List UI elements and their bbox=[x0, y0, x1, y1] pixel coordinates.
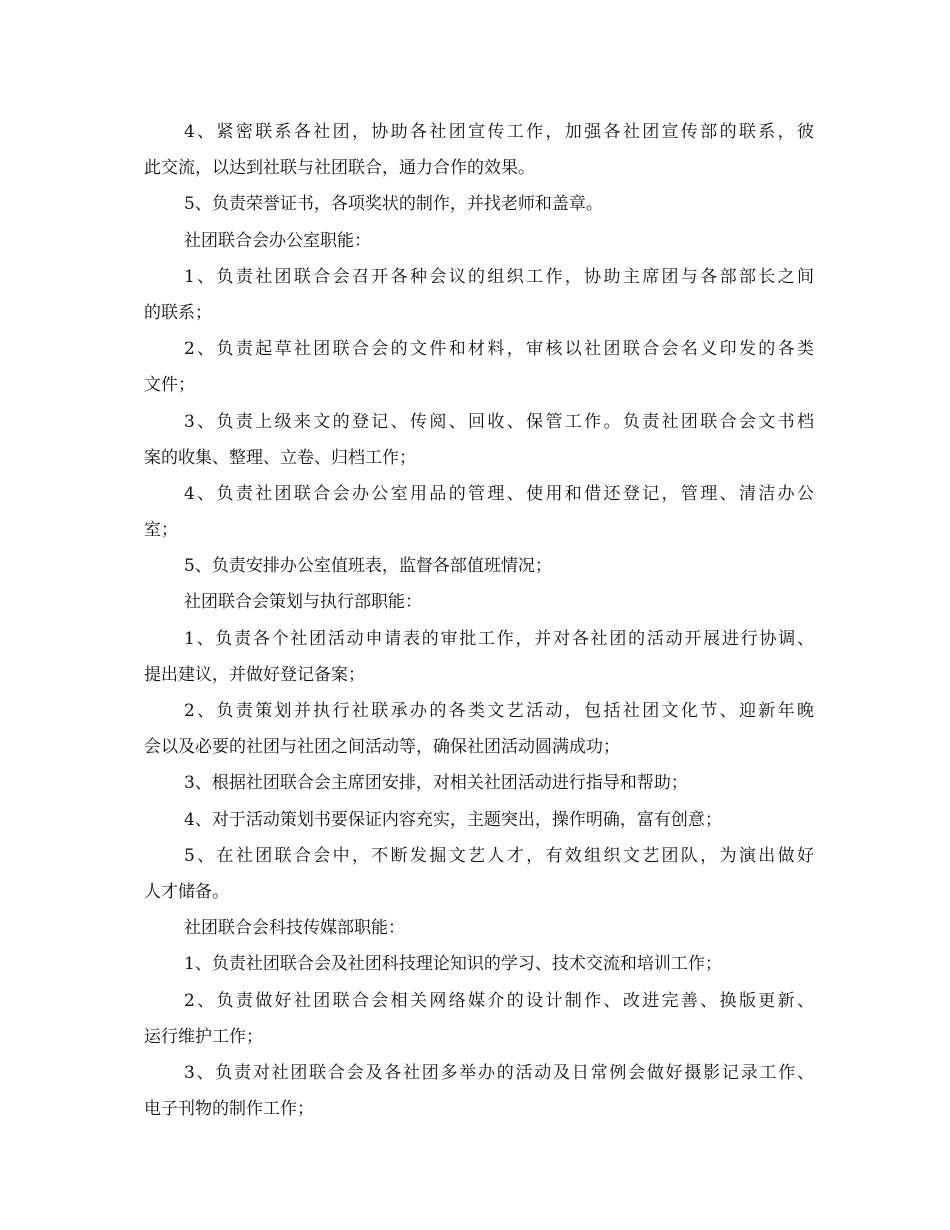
text-line: 5、在社团联合会中，不断发掘文艺人才，有效组织文艺团队，为演出做好 bbox=[184, 845, 814, 866]
text-line: 2、负责策划并执行社联承办的各类文艺活动，包括社团文化节、迎新年晚 bbox=[184, 701, 814, 721]
text-line: 运行维护工作； bbox=[144, 1026, 263, 1047]
text-line: 此交流，以达到社联与社团联合，通力合作的效果。 bbox=[144, 158, 535, 179]
text-line: 的联系； bbox=[144, 302, 212, 323]
text-line: 5、负责安排办公室值班表，监督各部值班情况； bbox=[184, 556, 552, 577]
text-line: 社团联合会办公室职能： bbox=[184, 230, 371, 251]
text-line: 1、负责各个社团活动申请表的审批工作，并对各社团的活动开展进行协调、 bbox=[184, 628, 814, 649]
text-line: 4、对于活动策划书要保证内容充实，主题突出，操作明确，富有创意； bbox=[184, 809, 722, 830]
text-line: 5、负责荣誉证书，各项奖状的制作，并找老师和盖章。 bbox=[184, 194, 603, 215]
text-line: 3、根据社团联合会主席团安排，对相关社团活动进行指导和帮助； bbox=[184, 773, 688, 794]
text-line: 2、负责做好社团联合会相关网络媒介的设计制作、改进完善、换版更新、 bbox=[184, 990, 814, 1011]
text-line: 案的收集、整理、立卷、归档工作； bbox=[144, 447, 416, 468]
text-line: 1、负责社团联合会召开各种会议的组织工作，协助主席团与各部部长之间 bbox=[184, 266, 814, 287]
text-line: 1、负责社团联合会及社团科技理论知识的学习、技术交流和培训工作； bbox=[184, 954, 722, 975]
text-line: 人才储备。 bbox=[144, 881, 229, 902]
text-line: 社团联合会策划与执行部职能： bbox=[184, 592, 422, 613]
text-line: 3、负责对社团联合会及各社团多举办的活动及日常例会做好摄影记录工作、 bbox=[184, 1062, 814, 1083]
text-line: 社团联合会科技传媒部职能： bbox=[184, 918, 405, 939]
text-line: 会以及必要的社团与社团之间活动等，确保社团活动圆满成功； bbox=[144, 737, 620, 758]
text-line: 4、负责社团联合会办公室用品的管理、使用和借还登记，管理、清洁办公 bbox=[184, 483, 814, 504]
text-line: 2、负责起草社团联合会的文件和材料，审核以社团联合会名义印发的各类 bbox=[184, 339, 814, 360]
text-line: 4、紧密联系各社团，协助各社团宣传工作，加强各社团宣传部的联系，彼 bbox=[184, 122, 814, 142]
text-line: 文件； bbox=[144, 375, 195, 396]
text-line: 提出建议，并做好登记备案； bbox=[144, 664, 365, 685]
text-line: 室； bbox=[144, 520, 178, 541]
text-line: 电子刊物的制作工作； bbox=[144, 1099, 314, 1120]
document-body bbox=[144, 114, 814, 1127]
text-line: 3、负责上级来文的登记、传阅、回收、保管工作。负责社团联合会文书档 bbox=[184, 411, 814, 432]
